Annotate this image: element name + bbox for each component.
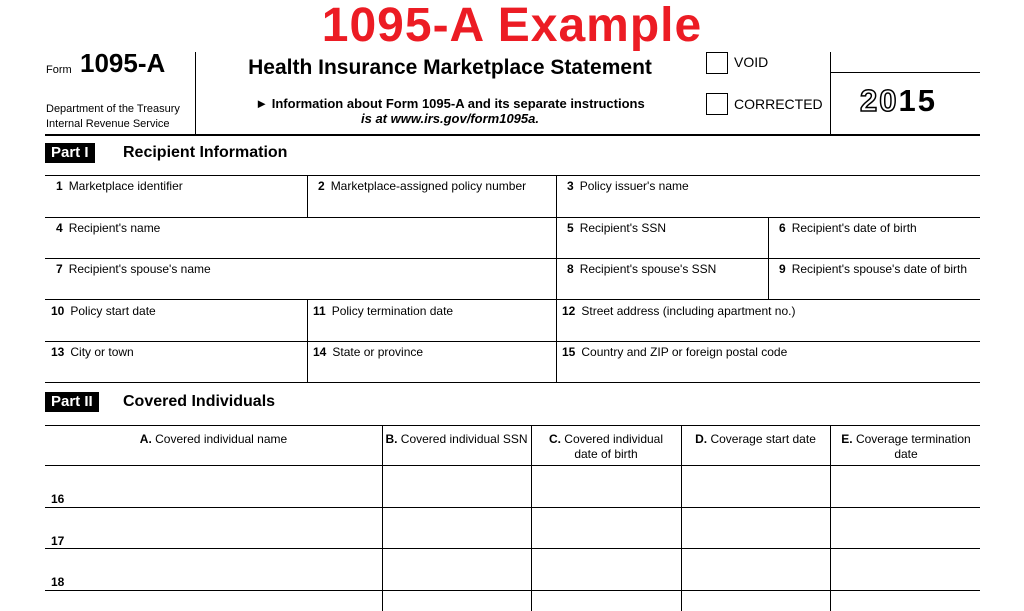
part2-vline-b xyxy=(382,425,383,611)
field-13-num: 13 xyxy=(51,345,65,359)
field-6-label: Recipient's date of birth xyxy=(791,221,917,235)
field-10-num: 10 xyxy=(51,304,65,318)
field-5-label: Recipient's SSN xyxy=(579,221,667,235)
field-11-label: Policy termination date xyxy=(331,304,454,318)
header-bottom-rule xyxy=(45,134,980,136)
part2-badge: Part II xyxy=(45,392,99,412)
field-4-num: 4 xyxy=(56,221,63,235)
col-e-letter: E. xyxy=(841,432,853,446)
instructions-line-2: is at www.irs.gov/form1095a. xyxy=(361,111,539,126)
field-4-label: Recipient's name xyxy=(68,221,161,235)
field-14-label: State or province xyxy=(332,345,424,359)
field-3-policy-issuer[interactable] xyxy=(567,179,689,193)
form-title: Health Insurance Marketplace Statement xyxy=(248,56,652,79)
part2-row-rule-1 xyxy=(45,507,980,508)
col-d-letter: D. xyxy=(695,432,708,446)
field-2-label: Marketplace-assigned policy number xyxy=(330,179,527,193)
col-d-header xyxy=(681,432,830,447)
field-13-label: City or town xyxy=(70,345,134,359)
instructions xyxy=(196,96,704,126)
col-a-header xyxy=(45,432,382,447)
tax-year-solid: 15 xyxy=(898,83,937,118)
part2-top-rule xyxy=(45,425,980,426)
field-11-num: 11 xyxy=(313,304,326,318)
part1-row-rule-4 xyxy=(45,341,980,342)
part1-row-rule-1 xyxy=(45,217,980,218)
col-c-label: Covered individual xyxy=(564,432,664,446)
field-14-num: 14 xyxy=(313,345,327,359)
part2-header-rule xyxy=(45,465,980,466)
part1-bottom-rule xyxy=(45,382,980,383)
dept-line-2: Internal Revenue Service xyxy=(46,118,170,130)
col-d-label: Coverage start date xyxy=(710,432,816,446)
field-10-policy-start[interactable] xyxy=(51,304,156,318)
tax-year xyxy=(860,83,937,119)
row-18-number: 18 xyxy=(51,575,65,589)
part2-vline-d xyxy=(681,425,682,611)
col-a-label: Covered individual name xyxy=(155,432,288,446)
col-b-letter: B. xyxy=(385,432,398,446)
tax-year-outline: 20 xyxy=(860,83,899,118)
field-4-recipient-name[interactable] xyxy=(56,221,160,235)
field-15-label: Country and ZIP or foreign postal code xyxy=(581,345,788,359)
field-8-num: 8 xyxy=(567,262,574,276)
part1-top-rule xyxy=(45,175,980,176)
field-12-num: 12 xyxy=(562,304,576,318)
department-label xyxy=(46,102,180,132)
part1-vline-main xyxy=(556,175,557,382)
part1-row-rule-3 xyxy=(45,299,980,300)
part1-title: Recipient Information xyxy=(123,144,288,161)
part1-vline-r1a xyxy=(307,175,308,217)
col-b-header xyxy=(382,432,531,447)
row-16-number: 16 xyxy=(51,492,65,506)
form-number: 1095-A xyxy=(80,48,166,78)
part1-vline-r23 xyxy=(768,217,769,299)
col-c-label-2: date of birth xyxy=(574,447,638,461)
col-b-label: Covered individual SSN xyxy=(400,432,528,446)
field-14-state[interactable] xyxy=(313,345,423,359)
field-13-city[interactable] xyxy=(51,345,134,359)
field-11-policy-termination[interactable] xyxy=(313,304,453,318)
field-2-num: 2 xyxy=(318,179,325,193)
field-9-num: 9 xyxy=(779,262,786,276)
field-15-country-zip[interactable] xyxy=(562,345,787,359)
field-6-recipient-dob[interactable] xyxy=(779,221,917,235)
col-c-header xyxy=(531,432,681,462)
col-e-header xyxy=(830,432,982,462)
dept-line-1: Department of the Treasury xyxy=(46,103,180,115)
form-prefix: Form xyxy=(46,64,72,76)
field-9-spouse-dob[interactable] xyxy=(779,262,967,276)
col-c-letter: C. xyxy=(548,432,561,446)
field-8-spouse-ssn[interactable] xyxy=(567,262,716,276)
field-3-label: Policy issuer's name xyxy=(579,179,689,193)
field-1-num: 1 xyxy=(56,179,63,193)
corrected-checkbox[interactable] xyxy=(706,93,728,115)
field-12-street-address[interactable] xyxy=(562,304,795,318)
field-15-num: 15 xyxy=(562,345,576,359)
field-2-policy-number[interactable] xyxy=(318,179,526,193)
field-7-num: 7 xyxy=(56,262,63,276)
part1-row-rule-2 xyxy=(45,258,980,259)
field-3-num: 3 xyxy=(567,179,574,193)
omb-line xyxy=(830,72,980,73)
field-6-num: 6 xyxy=(779,221,786,235)
void-label: VOID xyxy=(734,54,769,70)
field-5-recipient-ssn[interactable] xyxy=(567,221,666,235)
field-10-label: Policy start date xyxy=(70,304,156,318)
part2-row-rule-3 xyxy=(45,590,980,591)
part1-badge: Part I xyxy=(45,143,95,163)
field-1-label: Marketplace identifier xyxy=(68,179,183,193)
part1-vline-r45 xyxy=(307,299,308,382)
field-9-label: Recipient's spouse's date of birth xyxy=(791,262,968,276)
corrected-label: CORRECTED xyxy=(734,96,823,112)
header-divider-right xyxy=(830,52,831,134)
part2-row-rule-2 xyxy=(45,548,980,549)
field-1-marketplace-identifier[interactable] xyxy=(56,179,183,193)
col-e-label: Coverage termination date xyxy=(855,432,971,461)
col-a-letter: A. xyxy=(139,432,152,446)
field-5-num: 5 xyxy=(567,221,574,235)
field-8-label: Recipient's spouse's SSN xyxy=(579,262,717,276)
example-title: 1095-A Example xyxy=(321,0,703,52)
row-17-number: 17 xyxy=(51,534,65,548)
void-checkbox[interactable] xyxy=(706,52,728,74)
field-7-spouse-name[interactable] xyxy=(56,262,211,276)
field-12-label: Street address (including apartment no.) xyxy=(581,304,796,318)
instructions-line-1: ► Information about Form 1095-A and its separate instructions xyxy=(255,96,645,111)
field-7-label: Recipient's spouse's name xyxy=(68,262,211,276)
part2-title: Covered Individuals xyxy=(123,393,276,410)
